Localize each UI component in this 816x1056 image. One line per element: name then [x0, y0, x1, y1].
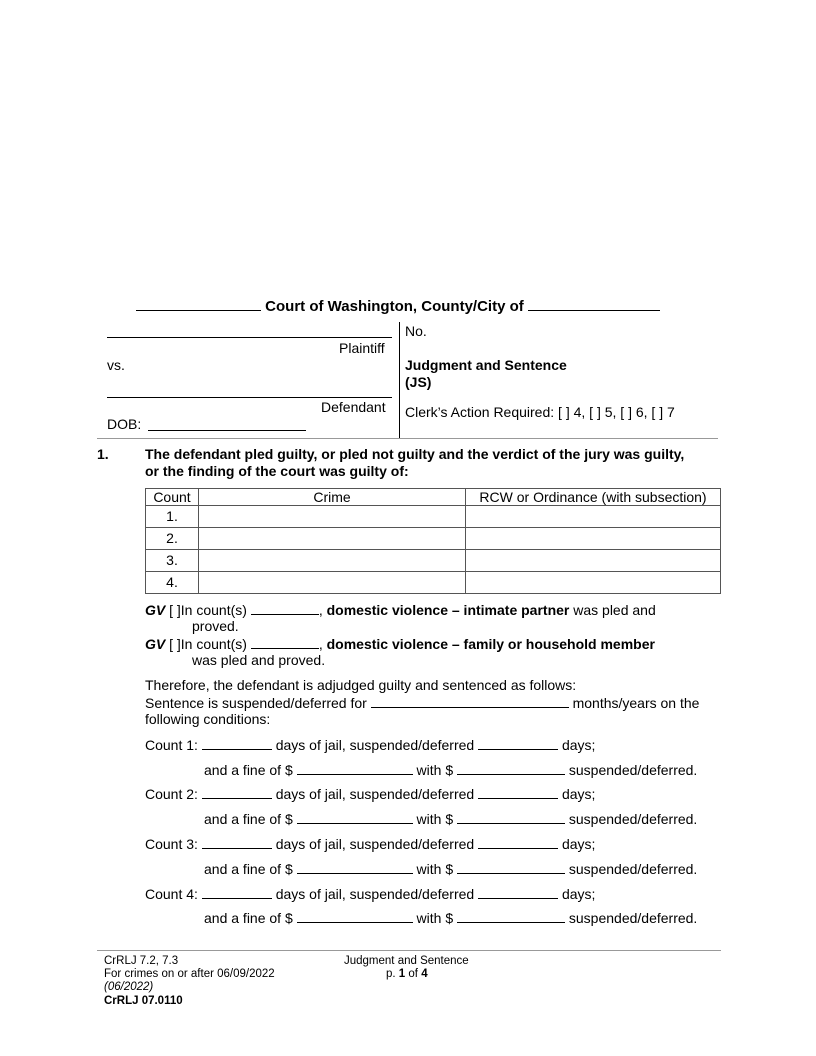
- count-fine-line: [204, 909, 697, 926]
- plaintiff-name-line[interactable]: [107, 337, 392, 338]
- crime-cell[interactable]: [199, 572, 466, 594]
- table-header-row: [146, 489, 721, 506]
- rcw-cell[interactable]: [466, 528, 721, 550]
- footer-page-number: [386, 968, 428, 981]
- case-number-label: No.: [405, 323, 427, 339]
- court-title-text: Court of Washington, County/City of: [265, 298, 524, 315]
- gv-count-blank[interactable]: [251, 601, 319, 615]
- fine-amount-blank[interactable]: [297, 810, 413, 824]
- days-text: days;: [561, 836, 596, 852]
- jail-text: days of jail, suspended/deferred: [275, 786, 475, 802]
- jail-text: days of jail, suspended/deferred: [275, 886, 475, 902]
- defendant-label: Defendant: [321, 399, 386, 415]
- jail-days-blank[interactable]: [202, 885, 272, 899]
- count-label: Count 3:: [145, 836, 198, 852]
- section-number: 1.: [97, 446, 109, 462]
- count-label: Count 2:: [145, 786, 198, 802]
- days-text: days;: [561, 886, 596, 902]
- suspended-deferred-text: suspended/deferred.: [568, 762, 698, 778]
- gv-checkbox[interactable]: [ ]: [169, 602, 181, 618]
- rcw-cell[interactable]: [466, 506, 721, 528]
- fine-text: and a fine of $: [204, 762, 293, 778]
- footer-document-name: Judgment and Sentence: [344, 955, 469, 967]
- count-label: Count 1:: [145, 737, 198, 753]
- count-jail-line: [145, 785, 595, 802]
- jail-text: days of jail, suspended/deferred: [275, 737, 475, 753]
- suspended-amount-blank[interactable]: [457, 810, 565, 824]
- dob-label: DOB:: [107, 416, 142, 432]
- gv-dv-intimate-partner: domestic violence – intimate partner: [326, 602, 570, 618]
- suspended-line: [145, 694, 699, 711]
- clerks-action-label: Clerk’s Action Required:: [405, 404, 555, 420]
- fine-text: and a fine of $: [204, 811, 293, 827]
- fine-amount-blank[interactable]: [297, 761, 413, 775]
- gv-pled-text: was pled and: [573, 602, 656, 618]
- count-fine-line: [204, 761, 697, 778]
- footer-revision: (06/2022): [104, 981, 154, 993]
- fine-text: and a fine of $: [204, 910, 293, 926]
- suspended-amount-blank[interactable]: [457, 909, 565, 923]
- county-city-blank[interactable]: [528, 297, 660, 311]
- page-of: of: [408, 968, 418, 980]
- table-row: [146, 572, 721, 594]
- clerks-action-checkboxes[interactable]: [ ] 4, [ ] 5, [ ] 6, [ ] 7: [558, 404, 675, 420]
- count-label: Count 4:: [145, 886, 198, 902]
- suspended-deferred-text: suspended/deferred.: [568, 861, 698, 877]
- plaintiff-label: Plaintiff: [339, 340, 385, 356]
- count-cell: 3.: [146, 550, 199, 572]
- suspended-deferred-text: suspended/deferred.: [568, 910, 698, 926]
- suspended-period-blank[interactable]: [371, 694, 569, 708]
- jail-days-blank[interactable]: [202, 835, 272, 849]
- suspended-days-blank[interactable]: [478, 885, 558, 899]
- suspended-days-blank[interactable]: [478, 835, 558, 849]
- table-row: [146, 506, 721, 528]
- crime-cell[interactable]: [199, 506, 466, 528]
- with-text: with $: [416, 861, 454, 877]
- suspended-post: months/years on the: [572, 695, 700, 711]
- vs-label: vs.: [107, 357, 125, 373]
- following-conditions: following conditions:: [145, 711, 271, 727]
- count-jail-line: [145, 736, 595, 753]
- gv-tag: GV: [145, 636, 166, 652]
- gv-family-household: GV [ ]In count(s) , domestic violence – family or household member: [145, 636, 655, 652]
- rcw-cell[interactable]: [466, 550, 721, 572]
- court-title: [136, 297, 660, 315]
- crimes-table: [145, 488, 721, 594]
- jail-days-blank[interactable]: [202, 785, 272, 799]
- crime-cell[interactable]: [199, 550, 466, 572]
- gv-proved-text: proved.: [192, 618, 239, 634]
- court-name-blank[interactable]: [136, 297, 261, 311]
- suspended-days-blank[interactable]: [478, 785, 558, 799]
- gv-tag: GV: [145, 602, 166, 618]
- jail-text: days of jail, suspended/deferred: [275, 836, 475, 852]
- table-row: [146, 528, 721, 550]
- section-heading-line2: or the finding of the court was guilty of:: [145, 463, 409, 479]
- with-text: with $: [416, 910, 454, 926]
- rcw-cell[interactable]: [466, 572, 721, 594]
- with-text: with $: [416, 811, 454, 827]
- jail-days-blank[interactable]: [202, 736, 272, 750]
- with-text: with $: [416, 762, 454, 778]
- page-current: 1: [398, 968, 406, 980]
- suspended-days-blank[interactable]: [478, 736, 558, 750]
- suspended-amount-blank[interactable]: [457, 860, 565, 874]
- days-text: days;: [561, 786, 596, 802]
- clerks-action: [405, 404, 675, 420]
- section-heading-line1: The defendant pled guilty, or pled not guilty and the verdict of the jury was guilty,: [145, 446, 685, 462]
- suspended-pre: Sentence is suspended/deferred for: [145, 695, 367, 711]
- count-fine-line: [204, 810, 697, 827]
- suspended-deferred-text: suspended/deferred.: [568, 811, 698, 827]
- caption-divider: [399, 322, 400, 438]
- rcw-column-header: RCW or Ordinance (with subsection): [466, 489, 721, 506]
- gv-checkbox[interactable]: [ ]: [169, 636, 181, 652]
- gv-pled-proved-text: was pled and proved.: [192, 652, 326, 668]
- gv-count-label: In count(s): [180, 636, 247, 652]
- count-cell: 4.: [146, 572, 199, 594]
- gv-count-label: In count(s): [180, 602, 247, 618]
- count-cell: 1.: [146, 506, 199, 528]
- dob-line[interactable]: [148, 430, 306, 431]
- footer-rule-citation: CrRLJ 7.2, 7.3: [104, 955, 179, 967]
- fine-text: and a fine of $: [204, 861, 293, 877]
- count-cell: 2.: [146, 528, 199, 550]
- suspended-amount-blank[interactable]: [457, 761, 565, 775]
- document-title: Judgment and Sentence: [405, 357, 567, 373]
- gv-intimate-partner: GV [ ]In count(s) , domestic violence – intimate partner was pled and: [145, 602, 656, 618]
- footer-form-number: CrRLJ 07.0110: [104, 995, 183, 1007]
- footer-rule: [97, 950, 721, 951]
- footer-crimes-date: For crimes on or after 06/09/2022: [104, 968, 275, 980]
- count-column-header: Count: [146, 489, 199, 506]
- crime-cell[interactable]: [199, 528, 466, 550]
- count-fine-line: [204, 860, 697, 877]
- count-jail-line: [145, 885, 595, 902]
- caption-bottom-rule: [97, 438, 718, 439]
- fine-amount-blank[interactable]: [297, 860, 413, 874]
- gv-count-blank[interactable]: [251, 635, 319, 649]
- page-prefix: p.: [386, 968, 396, 980]
- gv-dv-family-household: domestic violence – family or household member: [326, 636, 655, 652]
- days-text: days;: [561, 737, 596, 753]
- table-row: [146, 550, 721, 572]
- therefore-text: Therefore, the defendant is adjudged guilty and sentenced as follows:: [145, 677, 577, 693]
- defendant-name-line[interactable]: [107, 397, 392, 398]
- fine-amount-blank[interactable]: [297, 909, 413, 923]
- count-jail-line: [145, 835, 595, 852]
- page-total: 4: [421, 968, 428, 980]
- document-title-abbrev: (JS): [405, 374, 432, 390]
- crime-column-header: Crime: [199, 489, 466, 506]
